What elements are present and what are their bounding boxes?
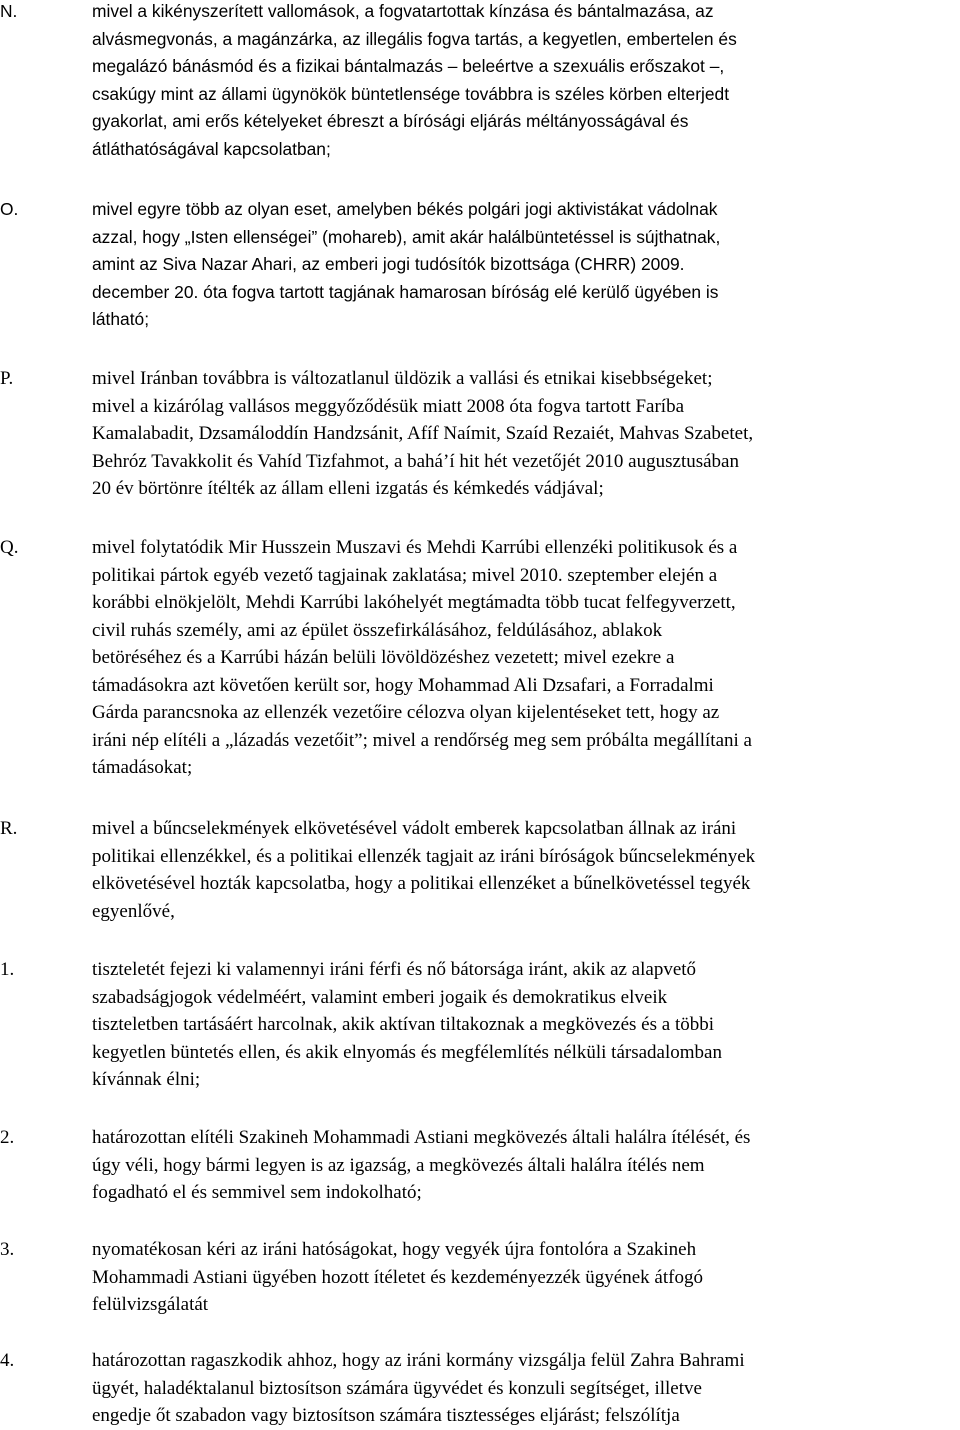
text-line: alvásmegvonás, a magánzárka, az illegális fogva tartás, a kegyetlen, embertelen és [92, 28, 737, 49]
text-line: határozottan elítéli Szakineh Mohammadi Astiani megkövezés általi halálra ítélését, és [92, 1127, 751, 1148]
paragraph-marker: R. [0, 818, 18, 839]
text-line: 20 év börtönre ítélték az állam elleni izgatás és kémkedés vádjával; [92, 478, 604, 499]
paragraph-text [92, 1124, 960, 1207]
text-line: mivel Iránban továbbra is változatlanul üldözik a vallási és etnikai kisebbségeket; [92, 368, 713, 389]
text-line: fogadható el és semmivel sem indokolható; [92, 1182, 422, 1203]
text-line: politikai ellenzékkel, és a politikai ellenzék tagjait az iráni bíróságok bűncselekmények [92, 845, 756, 867]
paragraph-text [92, 956, 960, 1094]
text-line: betöréséhez és a Karrúbi házán belüli lövöldözéshez vezetett; mivel ezekre a [92, 647, 675, 668]
text-line: kívánnak élni; [92, 1069, 201, 1090]
text-line: megalázó bánásmód és a fizikai bántalmazás – beleértve a szexuális erőszakot –, [92, 56, 725, 76]
text-line: civil ruhás személy, ami az épület összefirkálásához, feldúlásához, ablakok [92, 619, 663, 641]
text-line: mivel a kizárólag vallásos meggyőződésük miatt 2008 óta fogva tartott Faríba [92, 395, 685, 417]
paragraph-marker: 3. [0, 1239, 15, 1260]
paragraph-marker: 2. [0, 1127, 15, 1148]
text-line: tiszteletét fejezi ki valamennyi iráni férfi és nő bátorsága iránt, akik az alapvető [92, 959, 697, 980]
text-line: támadásokat; [92, 757, 193, 778]
text-line: december 20. óta fogva tartott tagjának hamarosan bíróság elé kerülő ügyében is [92, 281, 719, 302]
paragraph-marker: 4. [0, 1350, 15, 1371]
text-line: kegyetlen büntetés ellen, és akik elnyomás és megfélemlítés nélküli társadalomban [92, 1041, 722, 1063]
text-line: szabadságjogok védelméért, valamint emberi jogaik és demokratikus elveik [92, 986, 668, 1008]
text-line: határozottan ragaszkodik ahhoz, hogy az iráni kormány vizsgálja felül Zahra Bahrami [92, 1350, 745, 1371]
text-line: nyomatékosan kéri az iráni hatóságokat, hogy vegyék újra fontolóra a Szakineh [92, 1239, 697, 1260]
text-line: átláthatóságával kapcsolatban; [92, 138, 331, 159]
paragraph-marker: 1. [0, 959, 15, 980]
paragraph-text [92, 365, 960, 503]
text-line: politikai pártok egyéb vezető tagjainak zaklatása; mivel 2010. szeptember elején a [92, 564, 718, 586]
paragraph-text [92, 196, 960, 334]
text-line: iráni nép elítéli a „lázadás vezetőit”; mivel a rendőrség meg sem próbálta megállítani a [92, 729, 752, 751]
text-line: gyakorlat, ami erős kételyeket ébreszt a bírósági eljárás méltányosságával és [92, 111, 689, 131]
paragraph-text [92, 815, 960, 925]
text-line: egyenlővé, [92, 900, 175, 922]
text-line: Behróz Tavakkolit és Vahíd Tizfahmot, a bahá’í hit hét vezetőjét 2010 augusztusában [92, 450, 739, 472]
text-line: amint az Siva Nazar Ahari, az emberi jogi tudósítók bizottsága (CHRR) 2009. [92, 254, 685, 274]
text-line: Mohammadi Astiani ügyében hozott ítéletet és kezdeményezzék ügyének átfogó [92, 1266, 703, 1288]
text-line: úgy véli, hogy bármi legyen is az igazság, a megkövezés általi halálra ítélés nem [92, 1154, 705, 1176]
text-line: tiszteletben tartásáért harcolnak, akik aktívan tiltakoznak a megkövezés és a többi [92, 1014, 714, 1035]
paragraph-marker: O. [0, 199, 19, 219]
text-line: elkövetésével hozták kapcsolatba, hogy a politikai ellenzéket a bűnelkövetéssel tegyék [92, 873, 751, 894]
paragraph-text [92, 1347, 960, 1430]
text-line: Kamalabadit, Dzsamáloddín Handzsánit, Afíf Naímit, Szaíd Rezaiét, Mahvas Szabetet, [92, 423, 754, 444]
text-line: mivel a bűncselekmények elkövetésével vádolt emberek kapcsolatban állnak az iráni [92, 818, 737, 839]
text-line: ügyét, haladéktalanul biztosítson számára ügyvédet és konzuli segítséget, illetve [92, 1377, 702, 1399]
paragraph-text [92, 0, 960, 163]
paragraph-marker: P. [0, 368, 14, 389]
text-line: engedje őt szabadon vagy biztosítson számára tisztességes eljárást; felszólítja [92, 1405, 680, 1426]
paragraph-text [92, 1236, 960, 1319]
text-line: azzal, hogy „Isten ellenségei” (mohareb), amit akár halálbüntetéssel is sújthatnak, [92, 226, 721, 247]
text-line: mivel folytatódik Mir Husszein Muszavi és Mehdi Karrúbi ellenzéki politikusok és a [92, 537, 738, 558]
text-line: látható; [92, 309, 150, 329]
text-line: csakúgy mint az állami ügynökök büntetlensége továbbra is széles körben elterjedt [92, 83, 730, 104]
text-line: mivel a kikényszerített vallomások, a fogvatartottak kínzása és bántalmazása, az [92, 1, 714, 21]
text-line: támadásokra azt követően került sor, hogy Mohammad Ali Dzsafari, a Forradalmi [92, 674, 714, 696]
text-line: mivel egyre több az olyan eset, amelyben békés polgári jogi aktivistákat vádolnak [92, 199, 718, 219]
text-line: korábbi elnökjelölt, Mehdi Karrúbi lakóhelyét megtámadta több tucat felfegyverzett, [92, 592, 736, 613]
paragraph-text [92, 534, 960, 782]
text-line: Gárda parancsnoka az ellenzék vezetőire célozva olyan kijelentéseket tett, hogy az [92, 702, 720, 723]
paragraph-marker: Q. [0, 537, 19, 558]
paragraph-marker: N. [0, 1, 18, 21]
text-line: felülvizsgálatát [92, 1294, 209, 1315]
